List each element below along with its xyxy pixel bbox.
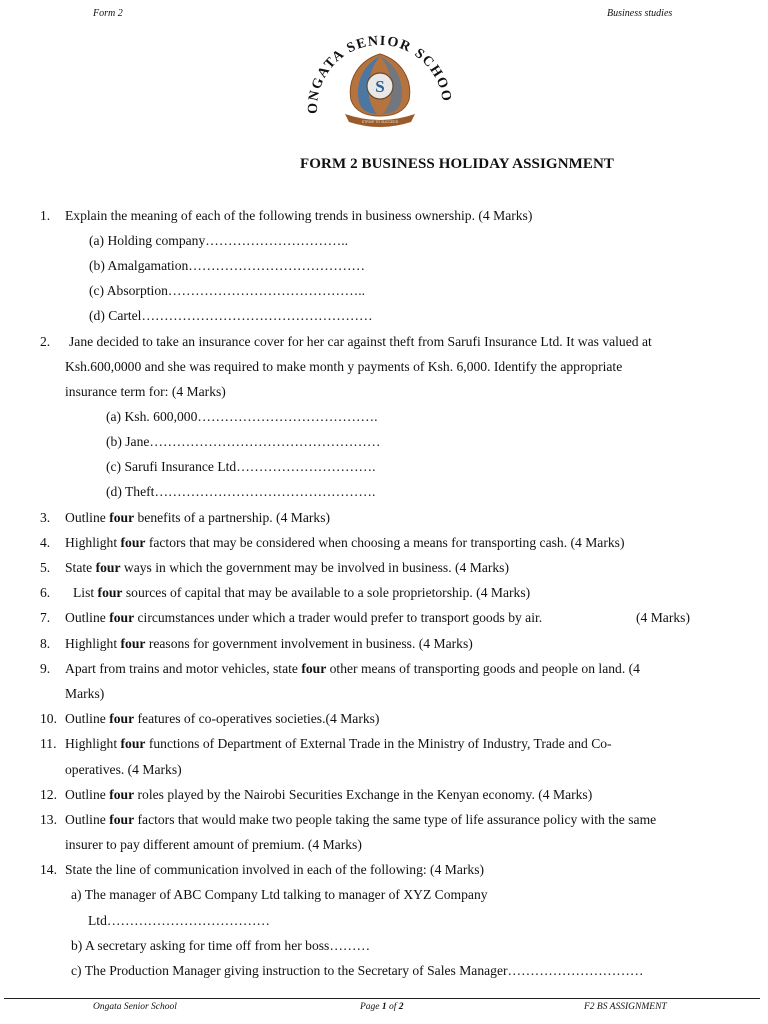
header-right: Business studies (607, 8, 673, 19)
q2-line2: Ksh.600,0000 and she was required to make month y payments of Ksh. 6,000. Identify the appropriate (65, 359, 623, 374)
q8-text: Highlight four reasons for government involvement in business. (4 Marks) (65, 636, 473, 651)
q14-a-line2: Ltd……………………………… (88, 913, 271, 928)
q4-text: Highlight four factors that may be considered when choosing a means for transporting cash. (4 Marks) (65, 535, 625, 550)
page-title: FORM 2 BUSINESS HOLIDAY ASSIGNMENT (300, 156, 615, 172)
q11-line2: operatives. (4 Marks) (65, 762, 182, 777)
q6-text: List four sources of capital that may be available to a sole proprietorship. (4 Marks) (73, 585, 531, 600)
q7-number: 7. (40, 610, 51, 625)
q2-number: 2. (40, 334, 51, 349)
q12-number: 12. (40, 787, 57, 802)
logo-letter: S (375, 77, 385, 96)
footer-rule (4, 998, 760, 999)
footer-left: Ongata Senior School (93, 1002, 177, 1012)
q9-text: Apart from trains and motor vehicles, state four other means of transporting goods and people on land. (4 (65, 661, 640, 676)
q2-line3: insurance term for: (4 Marks) (65, 384, 226, 399)
header-left: Form 2 (93, 8, 123, 19)
q8-number: 8. (40, 636, 51, 651)
q1-text: Explain the meaning of each of the following trends in business ownership. (4 Marks) (65, 208, 533, 223)
q2-c: (c) Sarufi Insurance Ltd…………………………. (106, 459, 376, 474)
q14-a-line1: a) The manager of ABC Company Ltd talking to manager of XYZ Company (71, 887, 488, 902)
logo-ring-text: ONGATA SENIOR SCHOO (305, 33, 454, 114)
q2-b: (b) Jane…………………………………………… (106, 434, 381, 449)
q2-a: (a) Ksh. 600,000…………………………………. (106, 409, 378, 424)
footer-right: F2 BS ASSIGNMENT (584, 1002, 667, 1012)
q9-line2: Marks) (65, 686, 105, 701)
q7-marks: (4 Marks) (636, 610, 690, 625)
q5-number: 5. (40, 560, 51, 575)
q13-text: Outline four factors that would make two people taking the same type of life assurance policy with the same (65, 812, 657, 827)
footer-page: Page 1 of 2 (360, 1002, 404, 1012)
q1-c: (c) Absorption…………………………………….. (89, 283, 366, 298)
q2-d: (d) Theft…………………………………………. (106, 484, 376, 499)
q7-text: Outline four circumstances under which a trader would prefer to transport goods by air. (65, 610, 543, 625)
q12-text: Outline four roles played by the Nairobi Securities Exchange in the Kenyan economy. (4 Marks) (65, 787, 593, 802)
q14-c: c) The Production Manager giving instruction to the Secretary of Sales Manager………………………… (71, 963, 644, 978)
q4-number: 4. (40, 535, 51, 550)
q1-number: 1. (40, 208, 51, 223)
school-logo (305, 30, 455, 130)
q11-text: Highlight four functions of Department of External Trade in the Ministry of Industry, Trade and Co- (65, 736, 612, 751)
q13-line2: insurer to pay different amount of premium. (4 Marks) (65, 837, 362, 852)
q3-text: Outline four benefits of a partnership. (4 Marks) (65, 510, 331, 525)
q5-text: State four ways in which the government may be involved in business. (4 Marks) (65, 560, 509, 575)
q3-number: 3. (40, 510, 51, 525)
q14-text: State the line of communication involved in each of the following: (4 Marks) (65, 862, 485, 877)
q2-line1: Jane decided to take an insurance cover for her car against theft from Sarufi Insurance Ltd. It was valued at (69, 334, 652, 349)
logo-banner-text: STRIVE TO SUCCEED (361, 120, 399, 124)
q6-number: 6. (40, 585, 51, 600)
q14-number: 14. (40, 862, 57, 877)
q10-number: 10. (40, 711, 57, 726)
q10-text: Outline four features of co-operatives societies.(4 Marks) (65, 711, 380, 726)
q14-b: b) A secretary asking for time off from her boss……… (71, 938, 371, 953)
q1-b: (b) Amalgamation………………………………… (89, 258, 366, 273)
q1-d: (d) Cartel…………………………………………… (89, 308, 373, 323)
q13-number: 13. (40, 812, 57, 827)
q1-a: (a) Holding company………………………….. (89, 233, 349, 248)
q9-number: 9. (40, 661, 51, 676)
q11-number: 11. (40, 736, 57, 751)
